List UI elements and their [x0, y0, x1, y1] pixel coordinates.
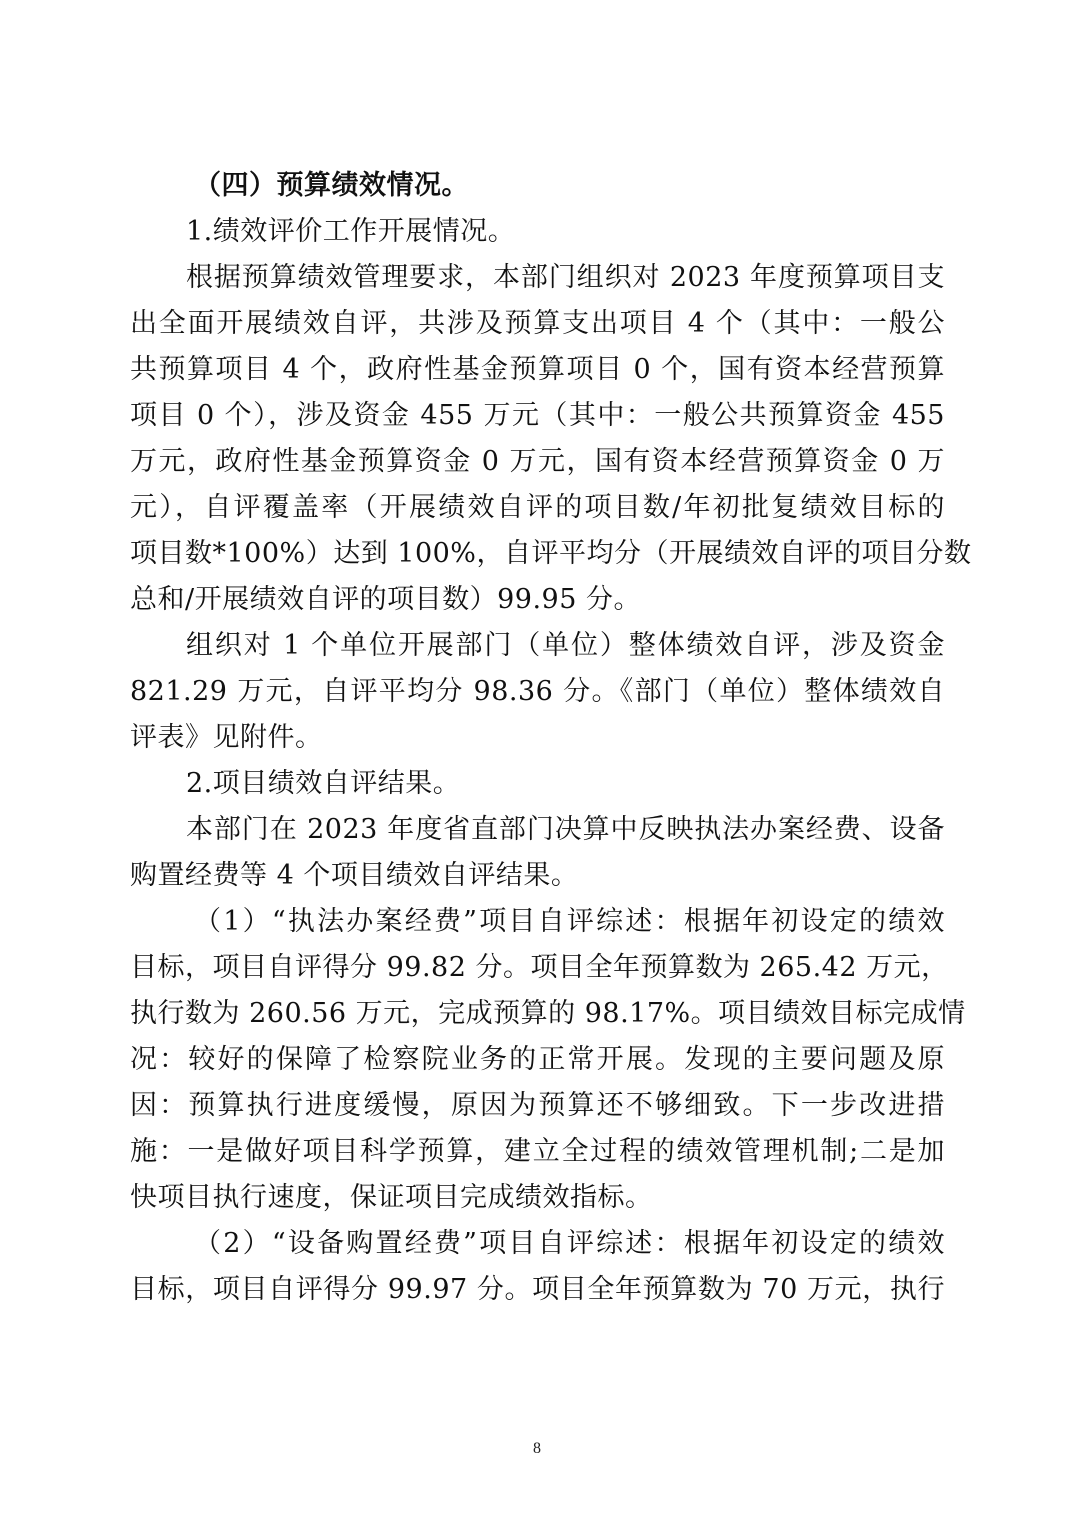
paragraph-line: 821.29 万元，自评平均分 98.36 分。《部门（单位）整体绩效自 — [130, 676, 945, 707]
paragraph-line: 快项目执行速度，保证项目完成绩效指标。 — [130, 1182, 653, 1213]
paragraph-line: 目标，项目自评得分 99.82 分。项目全年预算数为 265.42 万元， — [130, 952, 949, 983]
paragraph-line: 执行数为 260.56 万元，完成预算的 98.17%。项目绩效目标完成情 — [130, 998, 966, 1029]
paragraph-line: 施：一是做好项目科学预算，建立全过程的绩效管理机制;二是加 — [130, 1136, 945, 1167]
paragraph-line: 出全面开展绩效自评，共涉及预算支出项目 4 个（其中：一般公 — [130, 308, 945, 339]
paragraph-equipment-funds — [130, 1221, 945, 1313]
paragraph-line: 目标，项目自评得分 99.97 分。项目全年预算数为 70 万元，执行 — [130, 1274, 945, 1305]
paragraph-line: 项目 0 个），涉及资金 455 万元（其中：一般公共预算资金 455 — [130, 400, 945, 431]
paragraph-line: 根据预算绩效管理要求，本部门组织对 2023 年度预算项目支 — [186, 262, 945, 293]
paragraph-line: 组织对 1 个单位开展部门（单位）整体绩效自评，涉及资金 — [186, 630, 945, 661]
paragraph-unit-evaluation — [130, 623, 945, 761]
paragraph-line: （1）“执法办案经费”项目自评综述：根据年初设定的绩效 — [194, 906, 945, 937]
subheading-performance-evaluation: 1.绩效评价工作开展情况。 — [186, 216, 516, 247]
paragraph-line: 况：较好的保障了检察院业务的正常开展。发现的主要问题及原 — [130, 1044, 945, 1075]
page-body — [130, 163, 972, 1313]
paragraph-line: 本部门在 2023 年度省直部门决算中反映执法办案经费、设备 — [186, 814, 945, 845]
paragraph-line: 因：预算执行进度缓慢，原因为预算还不够细致。下一步改进措 — [130, 1090, 945, 1121]
paragraph-self-evaluation — [130, 255, 972, 623]
paragraph-line: 共预算项目 4 个，政府性基金预算项目 0 个，国有资本经营预算 — [130, 354, 945, 385]
paragraph-line: 元），自评覆盖率（开展绩效自评的项目数/年初批复绩效目标的 — [130, 492, 945, 523]
paragraph-line: 项目数*100%）达到 100%，自评平均分（开展绩效自评的项目分数 — [130, 538, 972, 569]
paragraph-line: （2）“设备购置经费”项目自评综述：根据年初设定的绩效 — [194, 1228, 945, 1259]
paragraph-line: 总和/开展绩效自评的项目数）99.95 分。 — [130, 584, 641, 615]
paragraph-project-summary — [130, 807, 945, 899]
subheading-project-results: 2.项目绩效自评结果。 — [186, 768, 461, 799]
paragraph-line: 购置经费等 4 个项目绩效自评结果。 — [130, 860, 579, 891]
page-number: 8 — [533, 1440, 541, 1457]
paragraph-line: 评表》见附件。 — [130, 722, 323, 753]
paragraph-line: 万元，政府性基金预算资金 0 万元，国有资本经营预算资金 0 万 — [130, 446, 945, 477]
section-heading: （四）预算绩效情况。 — [194, 170, 469, 201]
paragraph-enforcement-funds — [130, 899, 966, 1221]
